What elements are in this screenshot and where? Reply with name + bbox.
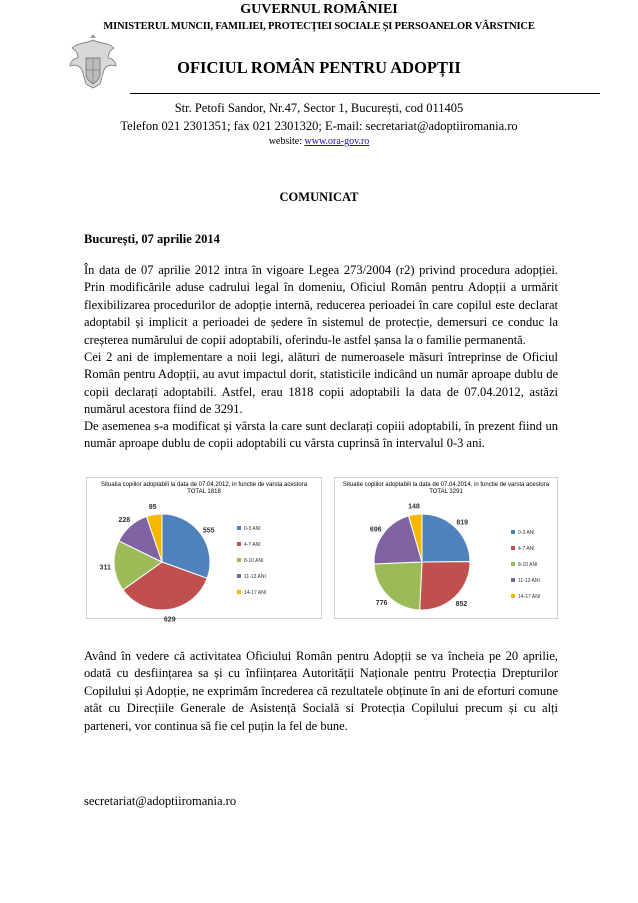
office-name: OFICIUL ROMÂN PENTRU ADOPȚII xyxy=(177,58,461,77)
pie-svg-2012 xyxy=(87,478,321,624)
website-line xyxy=(0,136,638,147)
legend-swatch-1-0 xyxy=(511,530,515,534)
legend-label-1-1: 4-7 ANI xyxy=(518,546,535,552)
data-label-0-4: 95 xyxy=(148,503,157,511)
data-label-0-0: 555 xyxy=(202,527,215,535)
legend-label-0-2: 8-10 ANI xyxy=(244,558,264,564)
ministry-name: MINISTERUL MUNCII, FAMILIEI, PROTECȚIEI SOCIALE ȘI PERSOANELOR VÂRSTNICE xyxy=(103,21,535,32)
paragraph-2: Cei 2 ani de implementare a noii legi, alături de numeroasele măsuri întreprinse de Oficiul Român pentru Adopții, au avut impactul dorit, statisticile indicând un număr aproape dublu de copii declarați adoptabili. Astfel, erau 1818 copii adoptabili la data de 07.04.2012, astăzi numărul acestora fiind de 3291. xyxy=(84,350,558,417)
legend-label-1-0: 0-3 ANI xyxy=(518,530,535,536)
legend-swatch-0-2 xyxy=(237,558,241,562)
legend-label-1-2: 8-10 ANI xyxy=(518,562,538,568)
data-label-1-4: 148 xyxy=(408,503,420,511)
document-title: COMUNICAT xyxy=(279,190,359,204)
paragraph-4: Având în vedere că activitatea Oficiului Român pentru Adopții se va încheia pe 20 aprilie, odată cu desființarea sa și cu înființarea Autorității Naționale pentru Protecția Drepturilor Copilului și Adopție, ne exprimăm încrederea că rezultatele obținute în ani de eforturi comune atât cu Direcțiile Generale de Asistență Socială si Protecția Copilului precum și cu alți parteneri, vor continua să fie cel puțin la fel de bune. xyxy=(84,649,558,733)
pie-chart-2012 xyxy=(86,477,322,624)
address: Str. Petofi Sandor, Nr.47, Sector 1, București, cod 011405 xyxy=(174,101,464,115)
data-label-1-3: 696 xyxy=(369,526,382,534)
legend-label-1-4: 14-17 ANI xyxy=(518,594,541,600)
paragraph-1: În data de 07 aprilie 2012 intra în vigoare Legea 273/2004 (r2) privind procedura adopției. Prin modificările aduse cadrului legal în domeniu, Oficiul Român pentru Adopții a urmărit flexibilizarea procedurilor de adopție internă, reducerea perioadei în care copilul este declarat adoptabil și implicit a perioadei de ședere în sistemul de protecție, demersuri ce conduc la creșterea numărului de copii adoptabili, oferindu-le astfel șansa la o familie permanentă. xyxy=(84,263,558,347)
data-label-1-0: 819 xyxy=(456,519,469,527)
government-name: GUVERNUL ROMÂNIEI xyxy=(240,2,398,17)
legend-label-0-4: 14-17 ANI xyxy=(244,590,267,596)
paragraph-3: De asemenea s-a modificat și vârsta la care sunt declarați copiii adoptabili, în prezent fiind un număr aproape dublu de copii adoptabili cu vârsta cuprinsă în intervalul 0-3 ani. xyxy=(84,419,558,451)
legend-swatch-1-4 xyxy=(511,594,515,598)
legend-swatch-0-0 xyxy=(237,526,241,530)
document-date: București, 07 aprilie 2014 xyxy=(84,232,220,246)
legend-label-0-0: 0-3 ANI xyxy=(244,526,261,532)
legend-swatch-1-2 xyxy=(511,562,515,566)
chart-title-text-2014: Situatie copiilor adoptabili la data de 07.04.2014, in functie de varsta acestora xyxy=(342,482,550,488)
chart-title-text-2012: Situatia copiilor adoptabili la data de 07.04.2012, in functie de varsta acestora xyxy=(100,482,308,488)
legend-swatch-0-4 xyxy=(237,590,241,594)
contact-line: Telefon 021 2301351; fax 021 2301320; E-mail: secretariat@adoptiiromania.ro xyxy=(120,119,518,133)
legend-label-0-1: 4-7 ANI xyxy=(244,542,261,548)
data-label-0-2: 311 xyxy=(99,564,111,572)
legend-swatch-0-1 xyxy=(237,542,241,546)
website-link[interactable]: www.ora-gov.ro xyxy=(304,136,370,147)
data-label-0-3: 228 xyxy=(118,517,131,525)
chart-subtitle-2014: TOTAL 3291 xyxy=(429,489,463,495)
legend-label-0-3: 11-13 ANI xyxy=(244,574,266,580)
footer-email: secretariat@adoptiiromania.ro xyxy=(84,794,237,808)
legend-label-1-3: 11-13 ANI xyxy=(518,578,540,584)
chart-subtitle-2012: TOTAL 1818 xyxy=(187,489,221,495)
legend-swatch-0-3 xyxy=(237,574,241,578)
data-label-1-2: 776 xyxy=(375,600,388,608)
legend-swatch-1-1 xyxy=(511,546,515,550)
header-divider xyxy=(130,93,600,94)
data-label-0-1: 629 xyxy=(163,616,176,624)
pie-chart-2014 xyxy=(334,477,558,619)
data-label-1-1: 852 xyxy=(455,601,468,609)
legend-swatch-1-3 xyxy=(511,578,515,582)
website-label: website: xyxy=(268,136,305,147)
pie-svg-2014 xyxy=(335,478,557,618)
